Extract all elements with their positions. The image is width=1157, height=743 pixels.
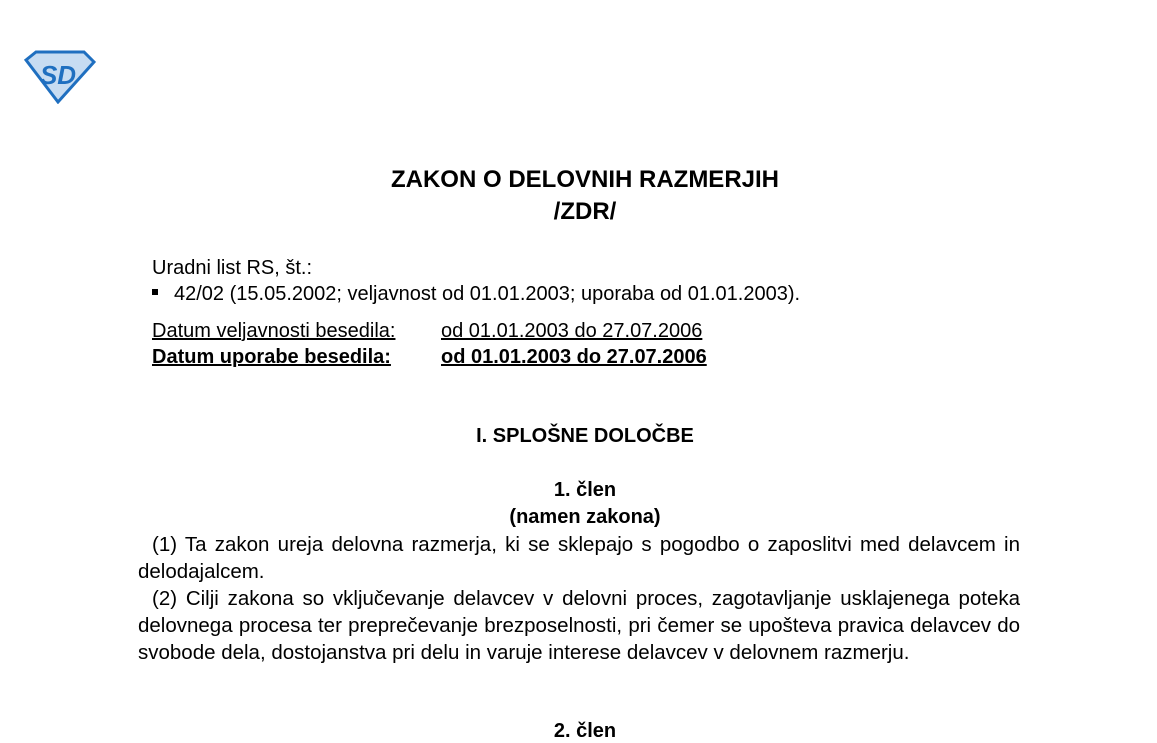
article-number: 2. člen	[553, 720, 617, 742]
validity-label: Datum veljavnosti besedila:	[152, 320, 396, 342]
gazette-entry	[152, 283, 800, 306]
usage-label: Datum uporabe besedila:	[152, 346, 391, 368]
section-heading: I. SPLOŠNE DOLOČBE	[476, 425, 694, 447]
article-paragraph: (1) Ta zakon ureja delovna razmerja, ki se sklepajo s pogodbo o zaposlitvi med delavcem in delodajalcem.	[138, 533, 1020, 583]
validity-row	[152, 320, 702, 343]
document-title: ZAKON O DELOVNIH RAZMERJIH	[390, 166, 779, 193]
article-number: 1. člen	[553, 479, 617, 501]
usage-row	[152, 346, 707, 369]
sd-logo	[22, 50, 96, 104]
gazette-label: Uradni list RS, št.:	[152, 257, 313, 279]
article-heading: (namen zakona)	[509, 506, 661, 528]
svg-text:SD: SD	[39, 60, 77, 90]
document-abbreviation: /ZDR/	[553, 198, 617, 225]
article-paragraph: (2) Cilji zakona so vključevanje delavcev v delovni proces, zagotavljanje usklajenega poteka delovnega procesa ter preprečevanje brezposelnosti, pri čemer se upošteva pravica delavcev do svobode dela, dostojanstva pri delu in varuje interese delavcev v delovnem razmerju.	[138, 587, 1020, 664]
gazette-entry-text: 42/02 (15.05.2002; veljavnost od 01.01.2003; uporaba od 01.01.2003).	[174, 283, 801, 305]
bullet-icon	[152, 289, 158, 295]
validity-value: od 01.01.2003 do 27.07.2006	[441, 320, 703, 342]
usage-value: od 01.01.2003 do 27.07.2006	[441, 346, 707, 368]
